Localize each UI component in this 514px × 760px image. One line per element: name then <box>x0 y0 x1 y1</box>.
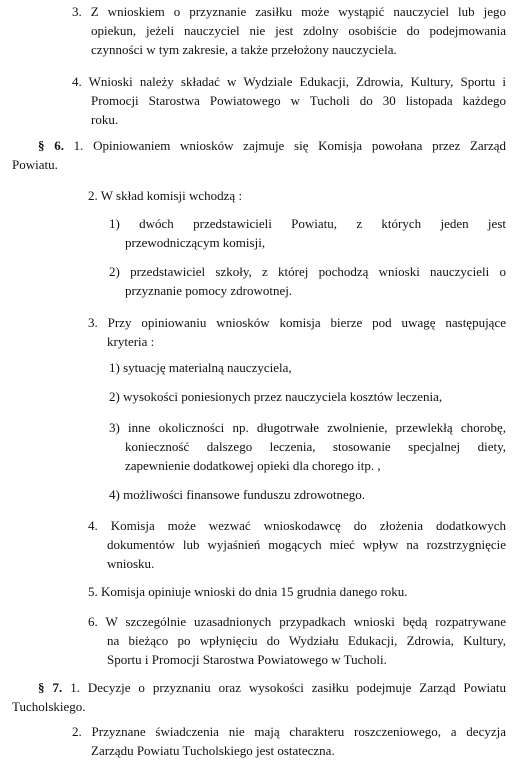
section-6-1 <box>12 136 506 174</box>
text-line: 2) wysokości poniesionych przez nauczyciela kosztów leczenia, <box>109 389 443 404</box>
text-line: Powiatu. <box>12 157 58 172</box>
text-line: przewodniczącym komisji, <box>125 235 266 250</box>
criterion-2 <box>109 387 506 406</box>
text-line: opiekun, jeżeli nauczyciel nie jest zdolny osobiście do podejmowania <box>91 23 506 38</box>
text-line: 1) sytuację materialną nauczyciela, <box>109 360 292 375</box>
text-line: 1. Decyzje o przyznaniu oraz wysokości zasiłku podejmuje Zarząd Powiatu <box>70 680 507 695</box>
paragraph-6-4 <box>88 516 506 573</box>
paragraph-6-2 <box>88 186 488 205</box>
criterion-3 <box>109 418 506 475</box>
section-7-1 <box>12 678 506 716</box>
paragraph-6-6 <box>88 612 506 669</box>
paragraph-5-3 <box>72 2 506 59</box>
section-label: § 6. <box>38 138 64 153</box>
text-line: na bieżąco po wpłynięciu do Wydziału Edukacji, Zdrowia, Kultury, <box>107 633 506 648</box>
text-line: konieczność dalszego leczenia, stosowanie specjalnej diety, <box>125 439 506 454</box>
text-line: dokumentów lub wyjaśnień mogących mieć wpływ na rozstrzygnięcie <box>107 537 506 552</box>
member-2 <box>109 262 506 300</box>
text-line: 3. Przy opiniowaniu wniosków komisja bierze pod uwagę następujące <box>88 315 506 330</box>
text-line: 1. Opiniowaniem wniosków zajmuje się Komisja powołana przez Zarząd <box>73 138 507 153</box>
text-line: 6. W szczególnie uzasadnionych przypadkach wnioski będą rozpatrywane <box>88 614 506 629</box>
criterion-4 <box>109 485 506 504</box>
section-label: § 7. <box>38 680 63 695</box>
text-line: 3) inne okoliczności np. długotrwałe zwolnienie, przewlekłą chorobę, <box>109 420 506 435</box>
text-line: Zarządu Powiatu Tucholskiego jest ostateczna. <box>91 743 335 758</box>
paragraph-5-4 <box>72 72 506 129</box>
text-line: 5. Komisja opiniuje wnioski do dnia 15 grudnia danego roku. <box>88 584 408 599</box>
text-line: Promocji Starostwa Powiatowego w Tucholi do 30 listopada każdego <box>91 93 506 108</box>
text-line: 4) możliwości finansowe funduszu zdrowotnego. <box>109 487 365 502</box>
text-line: przyznanie pomocy zdrowotnej. <box>125 283 293 298</box>
text-line: 1) dwóch przedstawicieli Powiatu, z których jeden jest <box>109 216 506 231</box>
text-line: czynności w tym zakresie, a także przełożony nauczyciela. <box>91 42 397 57</box>
text-line: 2. Przyznane świadczenia nie mają charakteru roszczeniowego, a decyzja <box>72 724 506 739</box>
text-line: 2) przedstawiciel szkoły, z której pochodzą wnioski nauczycieli o <box>109 264 506 279</box>
text-line: 4. Wnioski należy składać w Wydziale Edukacji, Zdrowia, Kultury, Sportu i <box>72 74 506 89</box>
text-line: 2. W skład komisji wchodzą : <box>88 188 243 203</box>
text-line: roku. <box>91 112 119 127</box>
text-line: 4. Komisja może wezwać wnioskodawcę do złożenia dodatkowych <box>88 518 506 533</box>
member-1 <box>109 214 506 252</box>
criterion-1 <box>109 358 506 377</box>
paragraph-6-5 <box>88 582 506 601</box>
paragraph-6-3 <box>88 313 506 351</box>
text-line: Sportu i Promocji Starostwa Powiatowego w Tucholi. <box>107 652 387 667</box>
text-line: kryteria : <box>107 334 155 349</box>
text-line: zapewnienie dodatkowej opieki dla chorego itp. , <box>125 458 381 473</box>
text-line: 3. Z wnioskiem o przyznanie zasiłku może wystąpić nauczyciel lub jego <box>72 4 506 19</box>
paragraph-7-2 <box>72 722 506 760</box>
text-line: wniosku. <box>107 556 155 571</box>
text-line: Tucholskiego. <box>12 699 86 714</box>
